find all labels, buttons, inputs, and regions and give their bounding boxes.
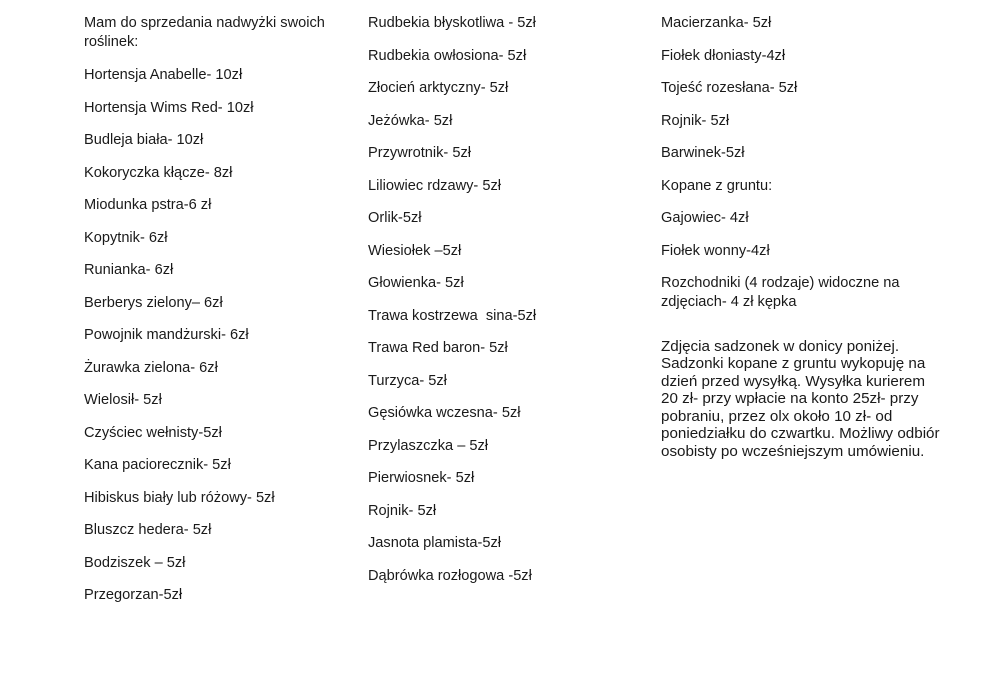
list-item: Turzyca- 5zł (368, 372, 447, 389)
list-item: Przywrotnik- 5zł (368, 145, 471, 161)
list-item: Powojnik mandżurski- 6zł (84, 327, 249, 343)
list-item: Bluszcz hedera- 5zł (84, 522, 212, 538)
list-item: Wielosił- 5zł (84, 392, 162, 408)
list-item: Rojnik- 5zł (661, 112, 730, 129)
list-item: Gęsiówka wczesna- 5zł (368, 405, 521, 421)
list-item: Miodunka pstra-6 zł (84, 197, 212, 213)
list-item: Kopytnik- 6zł (84, 229, 168, 246)
list-item: Rudbekia błyskotliwa - 5zł (368, 15, 536, 31)
list-item: Fiołek dłoniasty-4zł (661, 47, 786, 64)
list-item: Jeżówka- 5zł (368, 112, 453, 129)
list-item: Dąbrówka rozłogowa -5zł (368, 567, 532, 584)
list-item: Czyściec wełnisty-5zł (84, 424, 222, 441)
list-item: Budleja biała- 10zł (84, 132, 204, 148)
list-item: Rudbekia owłosiona- 5zł (368, 47, 527, 64)
list-item: Hortensja Anabelle- 10zł (84, 67, 243, 83)
shipping-and-pickup-note: Zdjęcia sadzonek w donicy poniżej. Sadzonki kopane z gruntu wykopuję na dzień przed wysyłką. Wysyłka kurierem 20 zł- przy wpłacie na konto 25zł- przy pobraniu, przez olx około 10 zł- od poniedziałku do czwartku. Możliwy odbiór osobisty po wcześniejszym umówieniu. (661, 337, 944, 461)
list-item: Przegorzan-5zł (84, 587, 183, 603)
plant-list-column-2 (368, 14, 643, 599)
list-item: Fiołek wonny-4zł (661, 242, 770, 259)
list-item: Barwinek-5zł (661, 145, 745, 161)
list-item: Jasnota plamista-5zł (368, 535, 502, 551)
list-item: Orlik-5zł (368, 210, 422, 226)
list-item: Złocień arktyczny- 5zł (368, 80, 509, 96)
list-item: Pierwiosnek- 5zł (368, 470, 475, 486)
list-item: Trawa kostrzewa sina-5zł (368, 307, 537, 324)
listing-heading: Mam do sprzedania nadwyżki swoich roślinek: (84, 15, 329, 50)
list-item: Trawa Red baron- 5zł (368, 340, 508, 356)
list-item: Żurawka zielona- 6zł (84, 359, 218, 376)
list-item: Kokoryczka kłącze- 8zł (84, 164, 233, 181)
list-item: Runianka- 6zł (84, 262, 174, 278)
list-item: Tojeść rozesłana- 5zł (661, 80, 798, 96)
plant-list-column-3 (661, 14, 944, 461)
list-item: Bodziszek – 5zł (84, 554, 186, 571)
list-item: Wiesiołek –5zł (368, 242, 462, 259)
list-item: Przylaszczka – 5zł (368, 437, 489, 454)
list-item: Liliowiec rdzawy- 5zł (368, 177, 502, 194)
list-item: Berberys zielony– 6zł (84, 294, 223, 311)
section-subheading-dug-from-ground: Kopane z gruntu: (661, 177, 773, 194)
plant-list-column-1 (84, 14, 354, 619)
list-item: Gajowiec- 4zł (661, 210, 749, 226)
list-item: Hortensja Wims Red- 10zł (84, 99, 254, 116)
list-item: Głowienka- 5zł (368, 275, 464, 291)
list-item: Macierzanka- 5zł (661, 15, 772, 31)
list-item: Kana paciorecznik- 5zł (84, 457, 231, 473)
list-item: Rozchodniki (4 rodzaje) widoczne na zdjęciach- 4 zł kępka (661, 275, 904, 310)
list-item: Hibiskus biały lub różowy- 5zł (84, 489, 275, 506)
list-item: Rojnik- 5zł (368, 502, 437, 519)
